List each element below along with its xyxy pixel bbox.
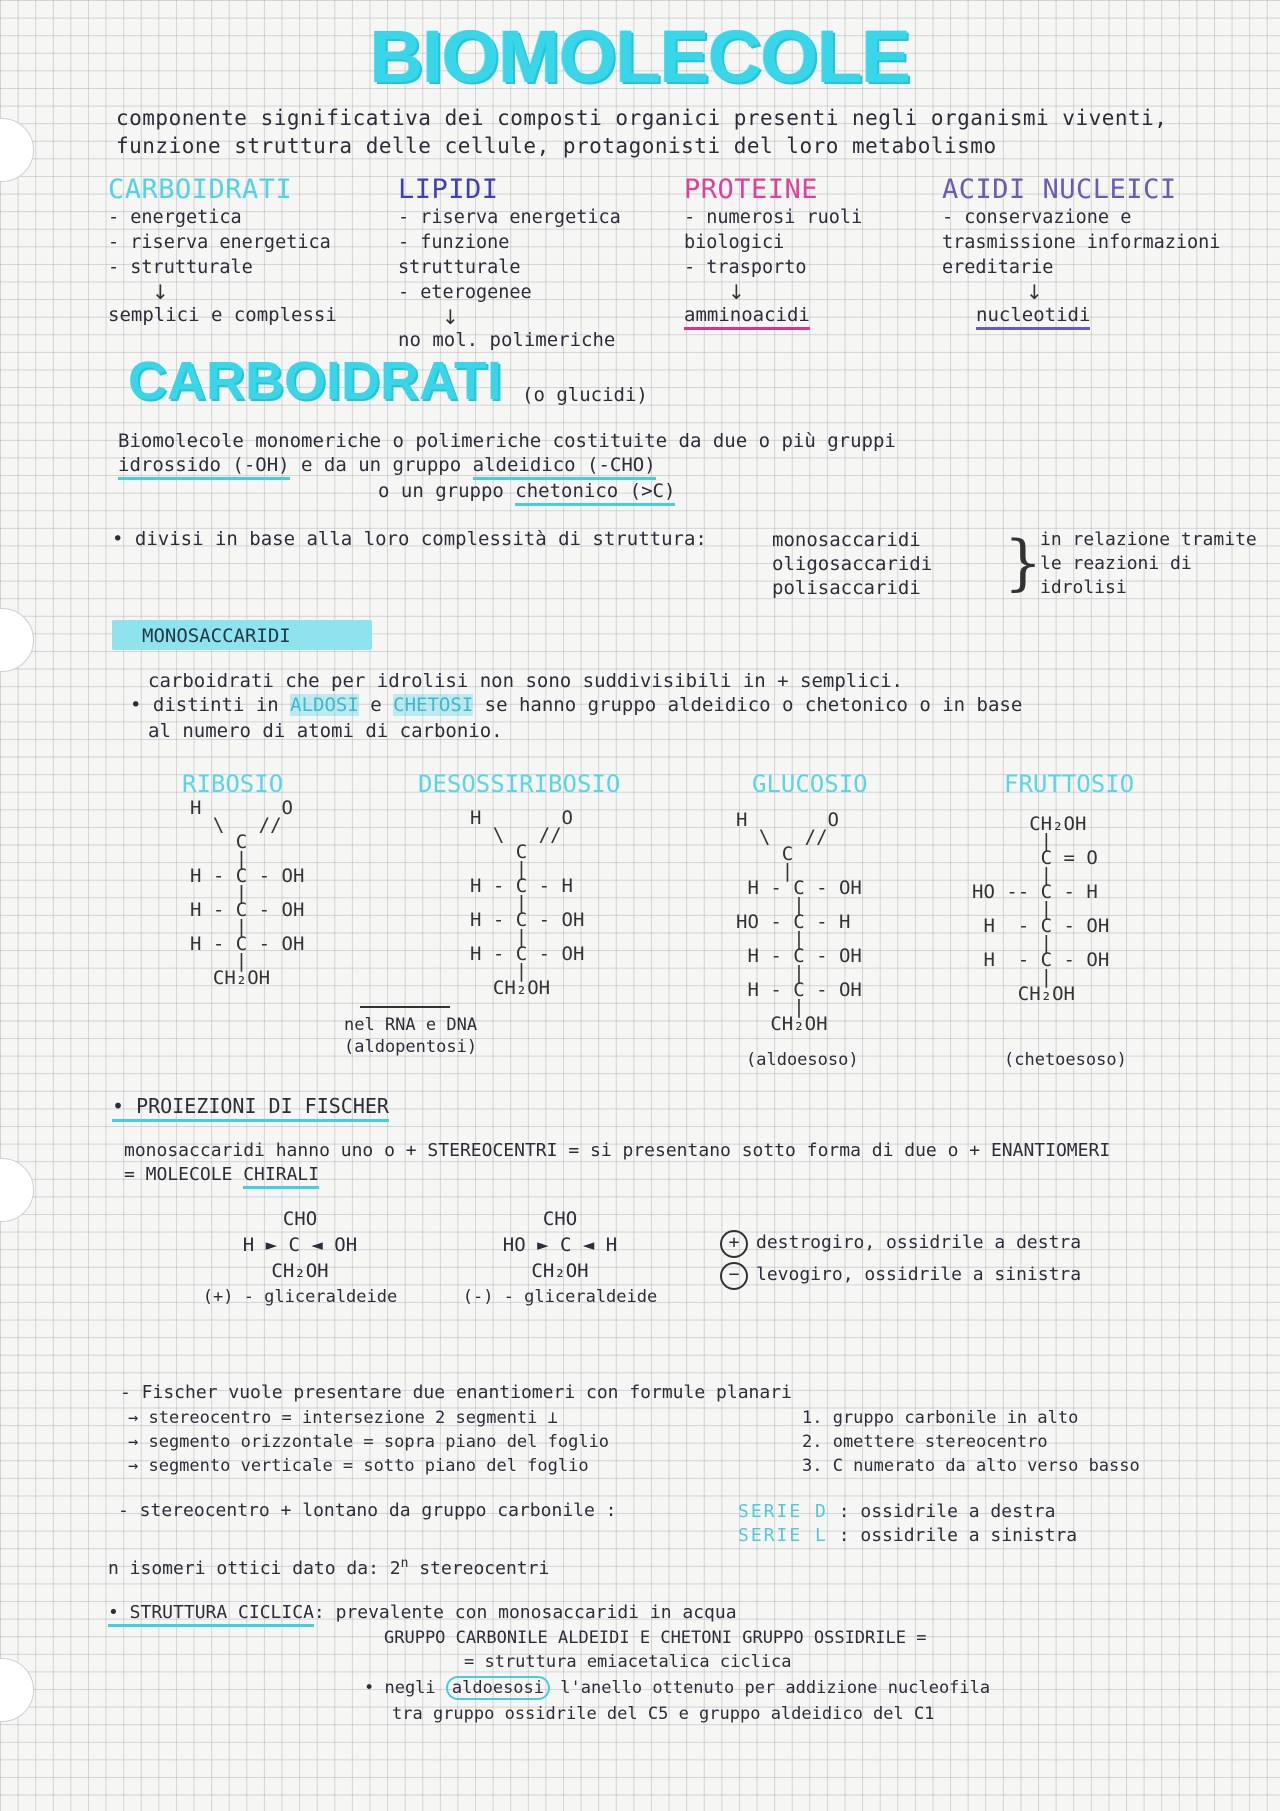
column-line: ereditarie bbox=[942, 257, 1054, 278]
brace-note-line: le reazioni di bbox=[1040, 553, 1192, 574]
term-idrossido: idrossido (-OH) bbox=[118, 454, 290, 480]
term-aldosi: ALDOSI bbox=[290, 694, 359, 716]
series-list bbox=[738, 1500, 1077, 1548]
destrogiro-row bbox=[720, 1230, 1081, 1258]
mol-line: CHO bbox=[542, 1208, 578, 1230]
intro-line-1: componente significativa dei composti organici presenti negli organismi viventi, bbox=[116, 106, 1168, 130]
mono-line-2 bbox=[130, 694, 1022, 716]
text-fragment: = MOLECOLE bbox=[124, 1164, 244, 1185]
rule-item: 2. omettere stereocentro bbox=[802, 1432, 1048, 1452]
type-item: oligosaccaridi bbox=[772, 553, 933, 575]
column-line: - riserva energetica bbox=[398, 207, 621, 228]
plus-circle-icon: + bbox=[720, 1230, 748, 1258]
mono-line-3: al numero di atomi di carbonio. bbox=[148, 720, 503, 742]
series-head: - stereocentro + lontano da gruppo carbonile : bbox=[118, 1500, 617, 1521]
cyclic-line-1 bbox=[108, 1602, 737, 1623]
mol-label: (+) - gliceraldeide bbox=[202, 1287, 398, 1307]
type-item: polisaccaridi bbox=[772, 577, 921, 599]
term-aldeidico: aldeidico (-CHO) bbox=[473, 454, 656, 480]
series-text: : ossidrile a sinistra bbox=[838, 1525, 1078, 1546]
mol-line: H ► C ◄ OH bbox=[242, 1234, 358, 1256]
carbo-def-2 bbox=[118, 454, 656, 476]
sugar-name-ribosio: RIBOSIO bbox=[182, 770, 284, 798]
sugar-name-desossiribosio: DESOSSIRIBOSIO bbox=[418, 770, 621, 798]
sugar-name-fruttosio: FRUTTOSIO bbox=[1004, 770, 1135, 798]
text-fragment: : prevalente con monosaccaridi in acqua bbox=[313, 1602, 737, 1623]
note-glucosio: (aldoesoso) bbox=[746, 1050, 859, 1070]
column-line: biologici bbox=[684, 232, 785, 253]
text-fragment: • distinti in bbox=[130, 694, 291, 716]
series-name: SERIE D bbox=[738, 1501, 828, 1522]
brace-note-line: idrolisi bbox=[1040, 577, 1127, 598]
note-line: (aldopentosi) bbox=[344, 1037, 478, 1057]
rule-item: → segmento verticale = sotto piano del foglio bbox=[128, 1456, 589, 1476]
column-lipidi bbox=[398, 174, 638, 351]
down-arrow-icon: ↓ bbox=[1026, 280, 1043, 304]
exponent: n bbox=[400, 1556, 409, 1571]
column-carboidrati bbox=[108, 174, 348, 326]
carbo-division: • divisi in base alla loro complessità di struttura: bbox=[112, 528, 707, 550]
fischer-title bbox=[112, 1094, 389, 1118]
column-title: LIPIDI bbox=[398, 174, 499, 205]
structure-desossiribosio: H O \ // C | H - C - H | H - C - OH | H - C - OH | CH₂OH bbox=[470, 807, 585, 999]
binder-hole bbox=[0, 608, 34, 672]
cyclic-line-2: GRUPPO CARBONILE ALDEIDI E CHETONI GRUPPO OSSIDRILE = bbox=[384, 1628, 927, 1648]
cyclic-line-5: tra gruppo ossidrile del C5 e gruppo aldeidico del C1 bbox=[392, 1704, 935, 1724]
down-arrow-icon: ↓ bbox=[728, 280, 745, 304]
column-line: - funzione strutturale bbox=[398, 232, 521, 278]
rule-item: 1. gruppo carbonile in alto bbox=[802, 1408, 1079, 1428]
column-line: trasmissione informazioni bbox=[942, 232, 1221, 253]
bracket-line bbox=[360, 1006, 450, 1008]
intro-line-2: funzione struttura delle cellule, protagonisti del loro metabolismo bbox=[116, 134, 997, 158]
series-name: SERIE L bbox=[738, 1525, 828, 1546]
mol-line: CH₂OH bbox=[271, 1260, 329, 1282]
fischer-rules-left bbox=[128, 1406, 609, 1478]
fischer-rule-head: - Fischer vuole presentare due enantiomeri con formule planari bbox=[120, 1382, 792, 1403]
fischer-molecule-2 bbox=[460, 1206, 660, 1310]
levogiro-text: levogiro, ossidrile a sinistra bbox=[756, 1264, 1082, 1285]
column-line: - eterogenee bbox=[398, 282, 532, 303]
mol-line: CH₂OH bbox=[531, 1260, 589, 1282]
column-title: ACIDI NUCLEICI bbox=[942, 174, 1177, 205]
text-fragment: e da un gruppo bbox=[289, 454, 473, 476]
brace-note-line: in relazione tramite bbox=[1040, 529, 1257, 550]
binder-hole bbox=[0, 118, 34, 182]
structure-fruttosio: CH₂OH | C = O | HO -- C - H | H - C - OH | H - C - OH | CH₂OH bbox=[972, 813, 1110, 1005]
fischer-line-2 bbox=[124, 1164, 319, 1185]
mol-label: (-) - gliceraldeide bbox=[462, 1287, 658, 1307]
term-chetonico: chetonico (>C) bbox=[515, 480, 675, 506]
text-fragment: n isomeri ottici dato da: 2 bbox=[108, 1558, 401, 1579]
text-fragment: e bbox=[358, 694, 394, 716]
section-title-carboidrati: CARBOIDRATI bbox=[128, 351, 502, 411]
mono-line-1: carboidrati che per idrolisi non sono suddivisibili in + semplici. bbox=[148, 670, 903, 692]
rule-item: → stereocentro = intersezione 2 segmenti ⊥ bbox=[128, 1408, 558, 1428]
text-fragment: stereocentri bbox=[408, 1558, 550, 1579]
binder-hole bbox=[0, 1158, 34, 1222]
mol-line: HO ► C ◄ H bbox=[502, 1234, 618, 1256]
column-line: - conservazione e bbox=[942, 207, 1132, 228]
fischer-title-text: • PROIEZIONI DI FISCHER bbox=[112, 1094, 389, 1122]
structure-ribosio: H O \ // C | H - C - OH | H - C - OH | H - C - OH | CH₂OH bbox=[190, 797, 305, 989]
cyclic-line-3: = struttura emiacetalica ciclica bbox=[464, 1652, 792, 1672]
levogiro-row bbox=[720, 1262, 1081, 1290]
series-text: : ossidrile a destra bbox=[838, 1501, 1056, 1522]
series-d bbox=[738, 1500, 1077, 1524]
mol-line: CHO bbox=[282, 1208, 318, 1230]
monosaccaridi-badge: MONOSACCARIDI bbox=[112, 620, 372, 650]
down-arrow-icon: ↓ bbox=[442, 305, 459, 329]
column-line: - numerosi ruoli bbox=[684, 207, 863, 228]
structure-glucosio: H O \ // C | H - C - OH | HO - C - H | H - C - OH | H - C - OH | CH₂OH bbox=[736, 809, 862, 1035]
minus-circle-icon: − bbox=[720, 1262, 748, 1290]
column-proteine bbox=[684, 174, 904, 326]
note-line: nel RNA e DNA bbox=[344, 1015, 478, 1035]
carbo-types bbox=[772, 528, 932, 600]
note-fruttosio: (chetoesoso) bbox=[1004, 1050, 1127, 1070]
text-fragment: o un gruppo bbox=[378, 480, 516, 502]
column-result: semplici e complessi bbox=[108, 304, 337, 326]
term-chirali: CHIRALI bbox=[243, 1164, 319, 1189]
binder-hole bbox=[0, 1658, 34, 1722]
brace-note bbox=[1040, 528, 1257, 600]
column-title: PROTEINE bbox=[684, 174, 819, 205]
carbo-def-3 bbox=[378, 480, 675, 502]
column-result: amminoacidi bbox=[684, 304, 810, 330]
column-acidi-nucleici bbox=[942, 174, 1242, 326]
column-result: nucleotidi bbox=[976, 304, 1090, 330]
fischer-line-1: monosaccaridi hanno uno o + STEREOCENTRI = si presentano sotto forma di due o + ENANTIOMERI bbox=[124, 1140, 1111, 1161]
column-line: - energetica bbox=[108, 207, 242, 228]
fischer-molecule-1 bbox=[200, 1206, 400, 1310]
term-aldoesosi: aldoesosi bbox=[446, 1676, 550, 1700]
column-title: CARBOIDRATI bbox=[108, 174, 293, 205]
sugar-name-glucosio: GLUCOSIO bbox=[752, 770, 868, 798]
isomers-line bbox=[108, 1556, 549, 1579]
rule-item: → segmento orizzontale = sopra piano del foglio bbox=[128, 1432, 610, 1452]
fischer-rules-right bbox=[802, 1406, 1140, 1478]
text-fragment: • negli bbox=[364, 1678, 446, 1698]
column-result: no mol. polimeriche bbox=[398, 329, 616, 351]
cyclic-line-4 bbox=[364, 1678, 990, 1698]
rule-item: 3. C numerato da alto verso basso bbox=[802, 1456, 1140, 1476]
rna-dna-note bbox=[344, 1014, 477, 1058]
section-subtitle: (o glucidi) bbox=[522, 384, 648, 406]
column-line: - trasporto bbox=[684, 257, 807, 278]
brace-icon: } bbox=[1004, 528, 1043, 598]
carbo-def-1: Biomolecole monomeriche o polimeriche costituite da due o più gruppi bbox=[118, 430, 896, 452]
destrogiro-text: destrogiro, ossidrile a destra bbox=[756, 1232, 1082, 1253]
text-fragment: se hanno gruppo aldeidico o chetonico o in base bbox=[473, 694, 1023, 716]
page-title: BIOMOLECOLE bbox=[370, 15, 910, 98]
type-item: monosaccaridi bbox=[772, 529, 921, 551]
down-arrow-icon: ↓ bbox=[152, 280, 169, 304]
cyclic-title: • STRUTTURA CICLICA bbox=[108, 1602, 314, 1627]
term-chetosi: CHETOSI bbox=[393, 694, 474, 716]
column-line: - riserva energetica bbox=[108, 232, 331, 253]
series-l bbox=[738, 1524, 1077, 1548]
column-line: - strutturale bbox=[108, 257, 253, 278]
text-fragment: l'anello ottenuto per addizione nucleofila bbox=[550, 1678, 991, 1698]
